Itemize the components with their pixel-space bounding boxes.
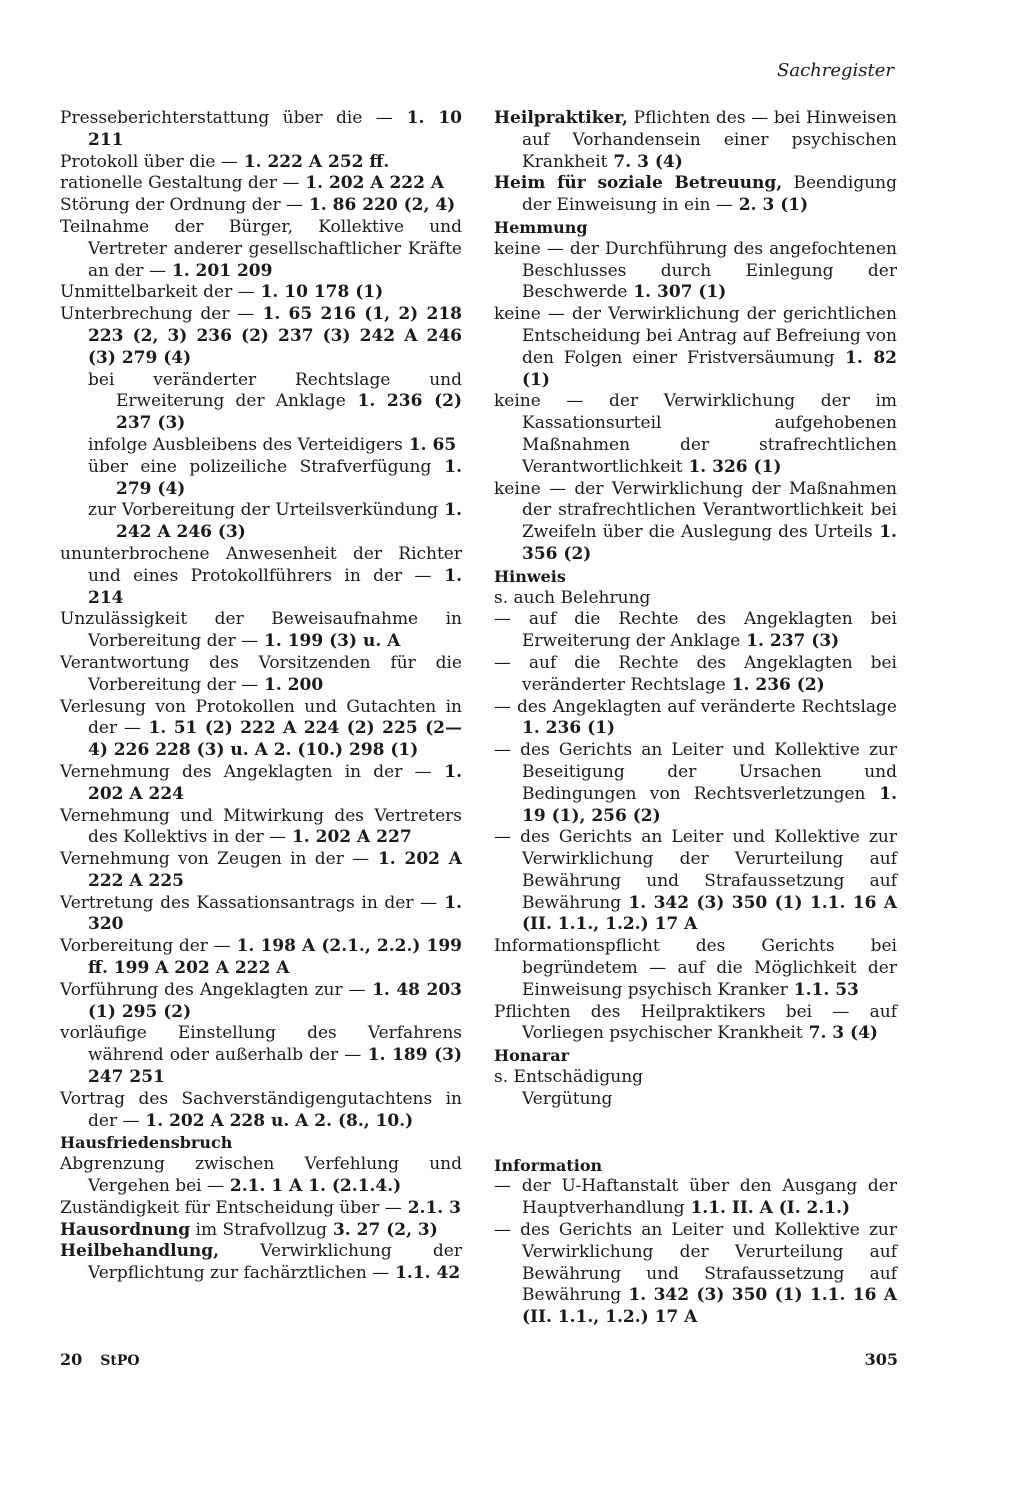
index-subentry — [60, 457, 462, 501]
page-number: 305 — [864, 1350, 898, 1369]
entry-reference: 1. 236 (2) 237 (3) — [116, 391, 463, 434]
index-entry — [494, 391, 897, 478]
entry-text: s. auch Belehrung — [494, 587, 651, 608]
index-subentry — [60, 500, 462, 544]
index-entry — [60, 173, 462, 195]
index-entry — [60, 806, 462, 850]
entry-text: Störung der Ordnung der — — [60, 195, 304, 216]
index-heading: Information — [494, 1155, 603, 1175]
entry-text: Vernehmung und Mitwirkung des Vertreters des Kollektivs in der — — [60, 805, 462, 848]
entry-text: Beendigung der Einweisung in ein — — [522, 173, 897, 216]
index-subentry — [60, 370, 462, 435]
index-entry — [60, 1241, 462, 1285]
entry-text: zur Vorbereitung der Urteilsverkündung — [88, 500, 439, 521]
entry-text: Vernehmung von Zeugen in der — — [60, 849, 370, 870]
entry-reference: 2. 3 (1) — [732, 195, 809, 216]
entry-reference: 1. 51 (2) 222 A 224 (2) 225 (2—4) 226 228 (3) u. A 2. (10.) 298 (1) — [88, 718, 462, 761]
entry-text: — des Gerichts an Leiter und Kollektive zur Verwirklichung der Verurteilung auf Bewährung und Strafaussetzung auf Bewährung — [494, 827, 897, 913]
index-entry — [60, 1089, 462, 1133]
entry-reference: 1. 237 (3) — [740, 631, 840, 652]
entry-reference: 1. 242 A 246 (3) — [116, 500, 462, 543]
index-heading: Hausfriedensbruch — [60, 1133, 233, 1153]
entry-reference: 1. 326 (1) — [682, 456, 782, 477]
entry-reference: 1. 320 — [88, 892, 462, 935]
index-entry — [494, 588, 897, 610]
entry-text: Vortrag des Sachverständigengutachtens in der — — [60, 1088, 462, 1131]
index-entry — [60, 1198, 462, 1220]
entry-reference: 1. 202 A 222 A — [299, 173, 445, 194]
entry-text: Informationspflicht des Gerichts bei begründetem — auf die Möglichkeit der Einweisung psychisch Kranker — [494, 936, 897, 1000]
entry-keyword: Heilbehandlung, — [60, 1241, 220, 1262]
entry-reference: 1. 189 (3) 247 251 — [88, 1045, 463, 1088]
entry-text: Abgrenzung zwischen Verfehlung und Vergehen bei — — [60, 1154, 462, 1197]
index-heading: Honarar — [494, 1046, 570, 1066]
entry-reference: 7. 3 (4) — [607, 151, 683, 172]
entry-reference: 1. 86 220 (2, 4) — [303, 195, 456, 216]
entry-text: Vertretung des Kassationsantrags in der — — [60, 892, 438, 913]
index-entry — [494, 173, 897, 217]
entry-reference: 1. 279 (4) — [116, 456, 462, 499]
index-entry — [494, 1220, 897, 1329]
entry-reference: 2.1. 3 — [401, 1197, 461, 1218]
index-entry — [60, 1154, 462, 1198]
entry-text: Verwirklichung der Verpflichtung zur fachärztlichen — — [88, 1241, 462, 1284]
entry-text: im Strafvollzug — [190, 1219, 328, 1240]
entry-keyword: Heim für soziale Betreuung, — [494, 173, 783, 194]
index-entry — [494, 653, 897, 697]
entry-text: Zuständigkeit für Entscheidung über — — [60, 1197, 402, 1218]
entry-reference: 1. 356 (2) — [522, 522, 897, 564]
index-entry — [60, 893, 462, 937]
index-subentry — [60, 435, 462, 457]
entry-reference: 1. 10 178 (1) — [254, 282, 384, 303]
index-entry — [60, 609, 462, 653]
entry-reference: 1. 222 A 252 ff. — [237, 151, 390, 172]
entry-text: Protokoll über die — — [60, 151, 238, 172]
entry-reference: 1.1. 53 — [787, 979, 859, 1000]
entry-reference: 1. 10 211 — [88, 108, 463, 150]
index-entry — [60, 980, 462, 1024]
index-heading: Hinweis — [494, 566, 566, 586]
entry-text: Vernehmung des Angeklagten in der — — [60, 761, 432, 782]
index-entry — [494, 740, 897, 827]
index-entry — [60, 152, 462, 174]
entry-reference: 1. 214 — [88, 565, 462, 608]
index-entry — [494, 609, 897, 653]
entry-text: s. Entschädigung — [494, 1067, 644, 1088]
entry-reference: 1. 202 A 227 — [286, 827, 412, 848]
entry-text: — auf die Rechte des Angeklagten bei Erweiterung der Anklage — [494, 609, 897, 652]
entry-text: Vergütung — [522, 1088, 613, 1109]
entry-reference: 1. 65 — [402, 434, 457, 455]
index-entry — [494, 239, 897, 304]
index-entry — [494, 936, 897, 1001]
index-entry — [60, 653, 462, 697]
entry-reference: 1. 202 A 222 A 225 — [88, 849, 462, 891]
index-subentry — [494, 1089, 897, 1111]
entry-text: bei veränderter Rechtslage und Erweiterung der Anklage — [88, 369, 462, 412]
entry-reference: 3. 27 (2, 3) — [327, 1219, 438, 1240]
entry-reference: 1. 201 209 — [165, 260, 273, 281]
entry-reference: 1. 199 (3) u. A — [258, 631, 401, 652]
entry-text: Vorführung des Angeklagten zur — — [60, 979, 366, 1000]
entry-text: Vorbereitung der — — [60, 936, 231, 957]
sheet-signature — [60, 1350, 140, 1369]
entry-text: rationelle Gestaltung der — — [60, 173, 300, 194]
entry-text: — des Gerichts an Leiter und Kollektive zur Verwirklichung der Verurteilung auf Bewährung und Strafaussetzung auf Bewährung — [494, 1220, 897, 1306]
index-entry — [60, 762, 462, 806]
entry-text: über eine polizeiliche Strafverfügung — [88, 456, 432, 477]
entry-reference: 1.1. 42 — [389, 1263, 461, 1284]
entry-text: Verlesung von Protokollen und Gutachten in der — — [60, 696, 462, 739]
entry-text: — des Gerichts an Leiter und Kollektive zur Beseitigung der Ursachen und Bedingungen von Rechtsverletzungen — [494, 740, 897, 804]
index-entry — [60, 697, 462, 762]
index-entry — [494, 304, 897, 391]
index-heading: Hemmung — [494, 217, 588, 237]
entry-reference: 1. 65 216 (1, 2) 218 223 (2, 3) 236 (2) 237 (3) 242 A 246 (3) 279 (4) — [88, 304, 462, 368]
entry-text: Verantwortung des Vorsitzenden für die Vorbereitung der — — [60, 652, 462, 695]
index-entry — [60, 282, 462, 304]
index-entry — [494, 697, 897, 741]
index-entry — [60, 936, 462, 980]
entry-reference: 1. 307 (1) — [627, 282, 727, 303]
index-entry — [494, 1067, 897, 1089]
entry-text: Pflichten des — bei Hinweisen auf Vorhandensein einer psychischen Krankheit — [522, 108, 897, 172]
entry-reference: 2.1. 1 A 1. (2.1.4.) — [224, 1176, 402, 1197]
entry-text: infolge Ausbleibens des Verteidigers — [88, 434, 403, 455]
index-entry — [60, 108, 462, 152]
entry-text: vorläufige Einstellung des Verfahrens während oder außerhalb der — — [60, 1023, 462, 1066]
entry-reference: 1. 198 A (2.1., 2.2.) 199 ff. 199 A 202 A 222 A — [88, 936, 462, 979]
index-entry — [60, 1220, 462, 1242]
index-column-left — [60, 108, 462, 1285]
index-entry — [60, 544, 462, 609]
index-entry — [60, 849, 462, 893]
entry-reference: 1. 202 A 224 — [88, 761, 463, 804]
entry-keyword: Hausordnung — [60, 1219, 191, 1240]
entry-text: Pflichten des Heilpraktikers bei — auf Vorliegen psychischer Krankheit — [494, 1001, 897, 1044]
entry-text: Teilnahme der Bürger, Kollektive und Vertreter anderer gesellschaftlicher Kräfte an der — — [60, 216, 462, 281]
entry-text: Unmittelbarkeit der — — [60, 282, 255, 303]
entry-text: keine — der Durchführung des angefochtenen Beschlusses durch Einlegung der Beschwerde — [494, 238, 897, 303]
entry-reference: 1. 236 (2) — [725, 674, 825, 695]
entry-reference: 7. 3 (4) — [802, 1023, 878, 1044]
entry-reference: 1. 236 (1) — [522, 718, 615, 739]
entry-text: — der U-Haftanstalt über den Ausgang der Hauptverhandlung — [494, 1176, 897, 1219]
entry-keyword: Heilpraktiker, — [494, 108, 628, 128]
entry-text: — auf die Rechte des Angeklagten bei veränderter Rechtslage — [494, 652, 897, 695]
index-entry — [60, 1023, 462, 1088]
index-entry — [60, 195, 462, 217]
entry-reference: 1. 48 203 (1) 295 (2) — [88, 979, 462, 1022]
index-column-right — [494, 108, 897, 1329]
entry-reference: 1. 82 (1) — [522, 347, 897, 390]
entry-reference: 1. 200 — [258, 674, 324, 695]
running-header: Sachregister — [777, 60, 894, 81]
entry-reference: 1. 342 (3) 350 (1) 1.1. 16 A (II. 1.1., 1.2.) 17 A — [522, 1285, 897, 1328]
entry-text: ununterbrochene Anwesenheit der Richter und eines Protokollführers in der — — [60, 543, 462, 586]
index-entry — [494, 108, 897, 173]
entry-text: keine — der Verwirklichung der gerichtlichen Entscheidung bei Antrag auf Befreiung von den Folgen einer Fristversäumung — [494, 304, 897, 368]
index-entry — [494, 1176, 897, 1220]
index-entry — [60, 217, 462, 282]
entry-reference: 1. 19 (1), 256 (2) — [522, 783, 897, 826]
index-entry — [60, 304, 462, 369]
index-entry — [494, 479, 897, 566]
entry-text: — des Angeklagten auf veränderte Rechtslage — [494, 696, 897, 717]
entry-text: Presseberichterstattung über die — — [60, 108, 393, 128]
sheet-number: 20 — [60, 1350, 83, 1369]
entry-text: Unterbrechung der — — [60, 304, 255, 325]
entry-text: keine — der Verwirklichung der Maßnahmen der strafrechtlichen Verantwortlichkeit bei Zweifeln über die Auslegung des Urteils — [494, 478, 897, 543]
entry-reference: 1.1. II. A (I. 2.1.) — [684, 1198, 851, 1219]
index-entry — [494, 1002, 897, 1046]
entry-reference: 1. 342 (3) 350 (1) 1.1. 16 A (II. 1.1., 1.2.) 17 A — [522, 892, 897, 935]
entry-reference: 1. 202 A 228 u. A 2. (8., 10.) — [139, 1110, 414, 1131]
sheet-signature-text: StPO — [100, 1353, 140, 1369]
index-entry — [494, 827, 897, 936]
section-gap — [494, 1111, 897, 1155]
entry-text: keine — der Verwirklichung der im Kassationsurteil aufgehobenen Maßnahmen der strafrechtlichen Verantwortlichkeit — [494, 391, 897, 477]
entry-text: Unzulässigkeit der Beweisaufnahme in Vorbereitung der — — [60, 609, 462, 652]
